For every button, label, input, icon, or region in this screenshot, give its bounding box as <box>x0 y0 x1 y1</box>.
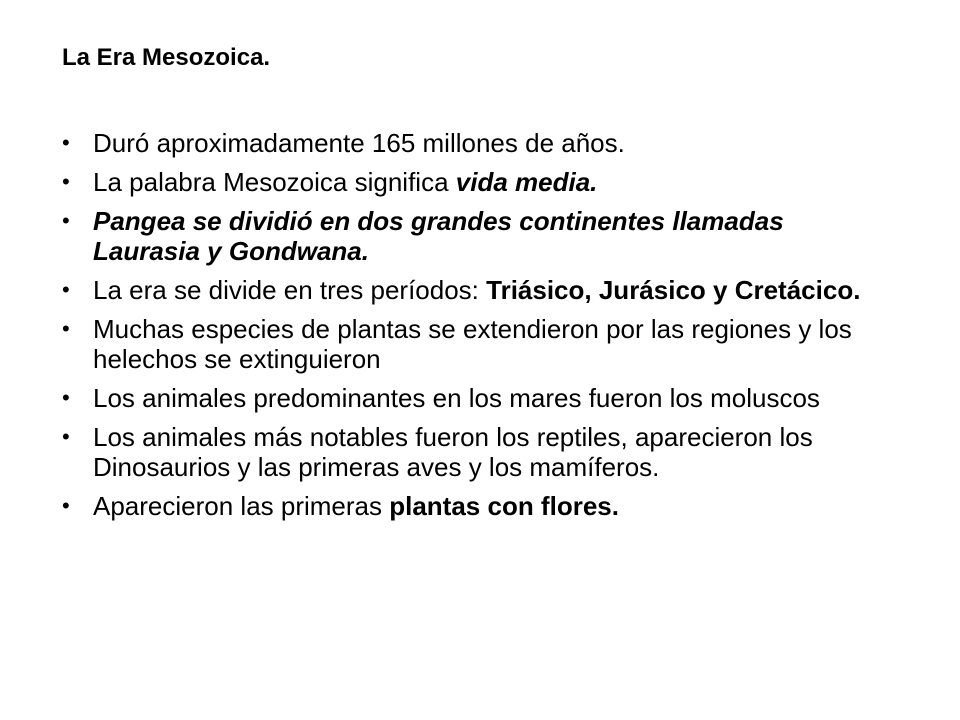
bullet-icon: • <box>62 424 70 449</box>
bullet-text: Pangea se dividió en dos grandes continentes llamadas Laurasia y Gondwana. <box>93 206 784 266</box>
bullet-text: Muchas especies de plantas se extendieron por las regiones y los helechos se extinguieron <box>93 314 852 374</box>
bullet-item-plants <box>62 314 882 374</box>
bullet-icon: • <box>62 277 70 302</box>
bullet-text: La palabra Mesozoica significa <box>93 167 456 197</box>
bullet-icon: • <box>62 169 70 194</box>
bullet-icon: • <box>62 385 70 410</box>
bullet-emphasis: vida media. <box>455 167 598 197</box>
bullet-icon: • <box>62 130 70 155</box>
bullet-item-duration <box>62 128 882 158</box>
bullet-item-pangea <box>62 206 882 266</box>
bullet-item-flowers <box>62 491 882 521</box>
bullet-icon: • <box>62 316 70 341</box>
bullet-item-periods <box>62 275 882 305</box>
bullet-text: Aparecieron las primeras <box>93 491 390 521</box>
slide-title: La Era Mesozoica. <box>62 44 271 71</box>
bullet-icon: • <box>62 493 70 518</box>
bullet-item-reptiles <box>62 422 882 482</box>
bullet-emphasis: plantas con flores. <box>389 491 619 521</box>
bullet-item-sea-animals <box>62 383 882 413</box>
bullet-text: Duró aproximadamente 165 millones de años. <box>93 128 625 158</box>
bullet-emphasis: Triásico, Jurásico y Cretácico. <box>486 275 861 305</box>
bullet-list <box>62 128 882 530</box>
bullet-icon: • <box>62 208 70 233</box>
bullet-text: Los animales más notables fueron los reptiles, aparecieron los Dinosaurios y las primeras aves y los mamíferos. <box>93 422 813 482</box>
bullet-item-meaning <box>62 167 882 197</box>
bullet-text: La era se divide en tres períodos: <box>93 275 487 305</box>
bullet-text: Los animales predominantes en los mares fueron los moluscos <box>93 383 820 413</box>
